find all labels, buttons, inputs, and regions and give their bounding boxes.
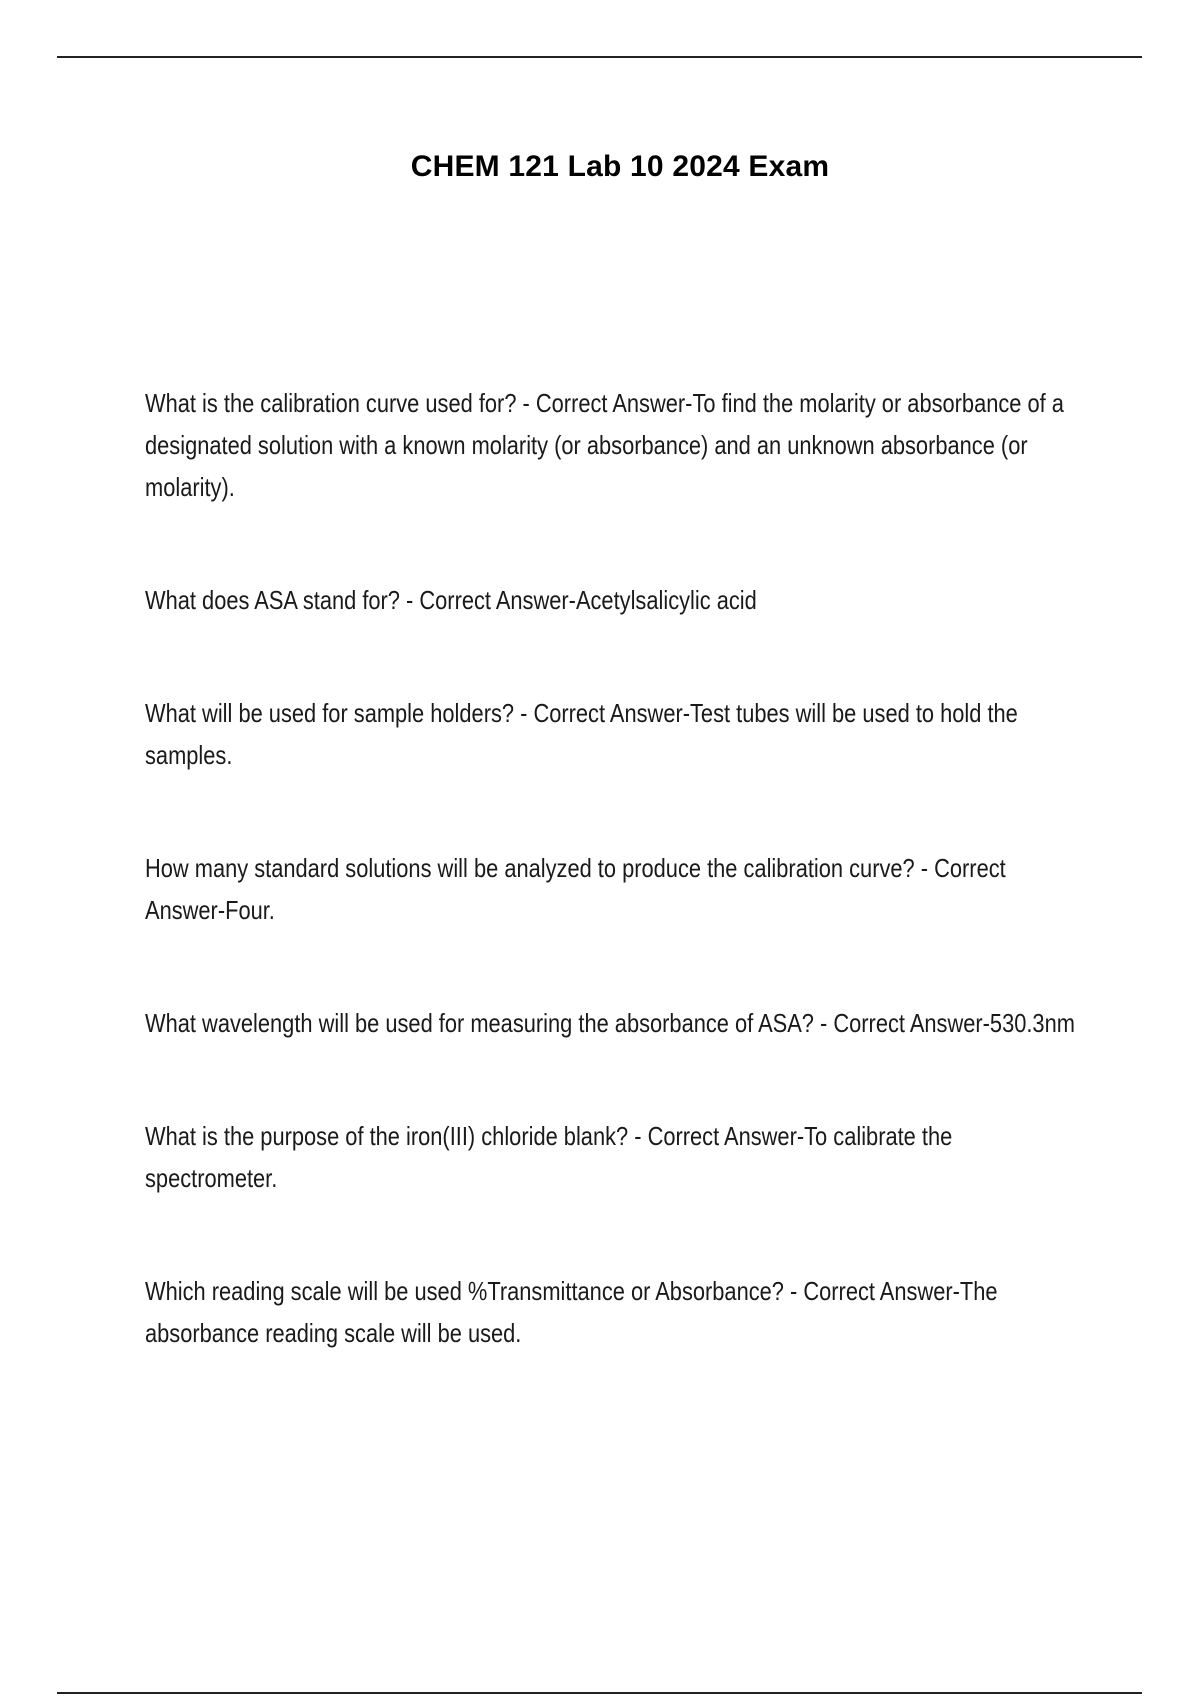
separator: - (514, 698, 534, 728)
question-text: What is the purpose of the iron(III) chloride blank? (145, 1121, 629, 1151)
answer-label: Correct Answer- (535, 388, 693, 418)
separator: - (628, 1121, 648, 1151)
qa-item (145, 1002, 1086, 1044)
separator: - (783, 1276, 804, 1306)
answer-label: Correct Answer- (419, 585, 576, 615)
qa-item (145, 847, 1086, 931)
qa-item (145, 692, 1086, 776)
answer-label: Correct Answer- (533, 698, 691, 728)
question-text: How many standard solutions will be analyzed to produce the calibration curve? (145, 853, 915, 883)
separator: - (516, 388, 536, 418)
answer-text: The absorbance reading scale will be used. (145, 1276, 998, 1348)
answer-text: 530.3nm (989, 1008, 1075, 1038)
answer-label: Correct Answer- (647, 1121, 805, 1151)
document-title: CHEM 121 Lab 10 2024 Exam (410, 150, 830, 183)
separator: - (399, 585, 420, 615)
qa-item (145, 1115, 1086, 1199)
bottom-rule (57, 1692, 1142, 1694)
answer-text: To calibrate the spectrometer. (145, 1121, 953, 1193)
answer-text: Acetylsalicylic acid (575, 585, 757, 615)
question-text: What will be used for sample holders? (145, 698, 515, 728)
qa-item (145, 382, 1086, 508)
qa-item (145, 579, 1086, 621)
answer-text: Test tubes will be used to hold the samples. (145, 698, 1018, 770)
question-text: What is the calibration curve used for? (145, 388, 517, 418)
answer-label: Correct Answer- (803, 1276, 960, 1306)
separator: - (914, 853, 935, 883)
top-rule (57, 56, 1142, 58)
separator: - (813, 1008, 834, 1038)
question-text: Which reading scale will be used %Transmittance or Absorbance? (145, 1276, 784, 1306)
answer-text: Four. (225, 895, 275, 925)
answer-text: To find the molarity or absorbance of a designated solution with a known molarity (or absorbance) and an unknown absorbance (or molarity). (145, 388, 1064, 502)
qa-list (145, 382, 1095, 1425)
question-text: What wavelength will be used for measuring the absorbance of ASA? (145, 1008, 814, 1038)
qa-item (145, 1270, 1086, 1354)
answer-label: Correct Answer- (145, 853, 1006, 925)
question-text: What does ASA stand for? (145, 585, 400, 615)
answer-label: Correct Answer- (833, 1008, 990, 1038)
